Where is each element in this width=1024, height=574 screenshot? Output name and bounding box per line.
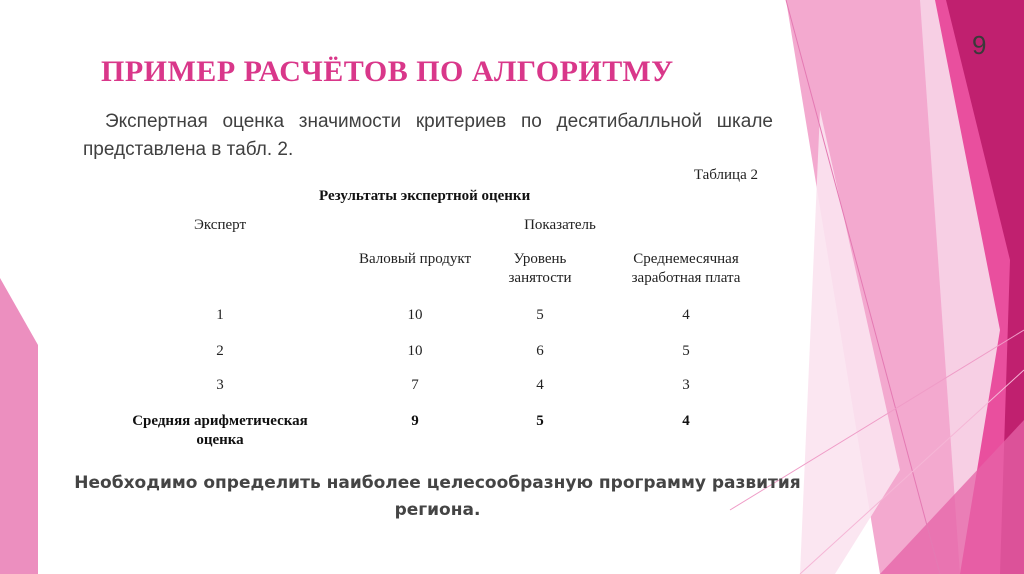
table-caption: Таблица 2 — [693, 167, 758, 183]
table-cell: 10 — [407, 343, 423, 359]
page-title: ПРИМЕР РАСЧЁТОВ ПО АЛГОРИТМУ — [101, 55, 674, 88]
table-cell: 4 — [682, 307, 690, 323]
left-pink-shape — [0, 278, 38, 574]
table-cell: 5 — [536, 307, 544, 323]
table-cell: 7 — [411, 377, 419, 393]
expert-header: Эксперт — [193, 217, 247, 233]
table-cell: 10 — [407, 307, 423, 323]
intro-paragraph: Экспертная оценка значимости критериев по десятибалльной шкале представлена в табл. 2. — [83, 111, 773, 160]
table-cell: 3 — [682, 377, 690, 393]
table-cell: 5 — [682, 343, 690, 359]
table-row-expert: 1 — [216, 307, 224, 323]
column-header-employment: Уровень занятости — [508, 251, 572, 286]
average-row-label: Средняя арифметическая оценка — [132, 413, 308, 448]
column-header-gross-product: Валовый продукт — [358, 251, 472, 267]
table-title: Результаты экспертной оценки — [319, 188, 531, 204]
average-cell: 4 — [682, 413, 690, 429]
slide-number: 9 — [972, 30, 987, 60]
table-row-expert: 2 — [216, 343, 224, 359]
average-cell: 9 — [411, 413, 419, 429]
conclusion-text: Необходимо определить наиболее целесообразную программу развития региона. — [74, 473, 801, 520]
table-cell: 6 — [536, 343, 544, 359]
indicator-header: Показатель — [524, 217, 596, 233]
table-cell: 4 — [536, 377, 544, 393]
column-header-salary: Среднемесячная заработная плата — [631, 251, 741, 286]
table-row-expert: 3 — [216, 377, 224, 393]
average-cell: 5 — [536, 413, 544, 429]
